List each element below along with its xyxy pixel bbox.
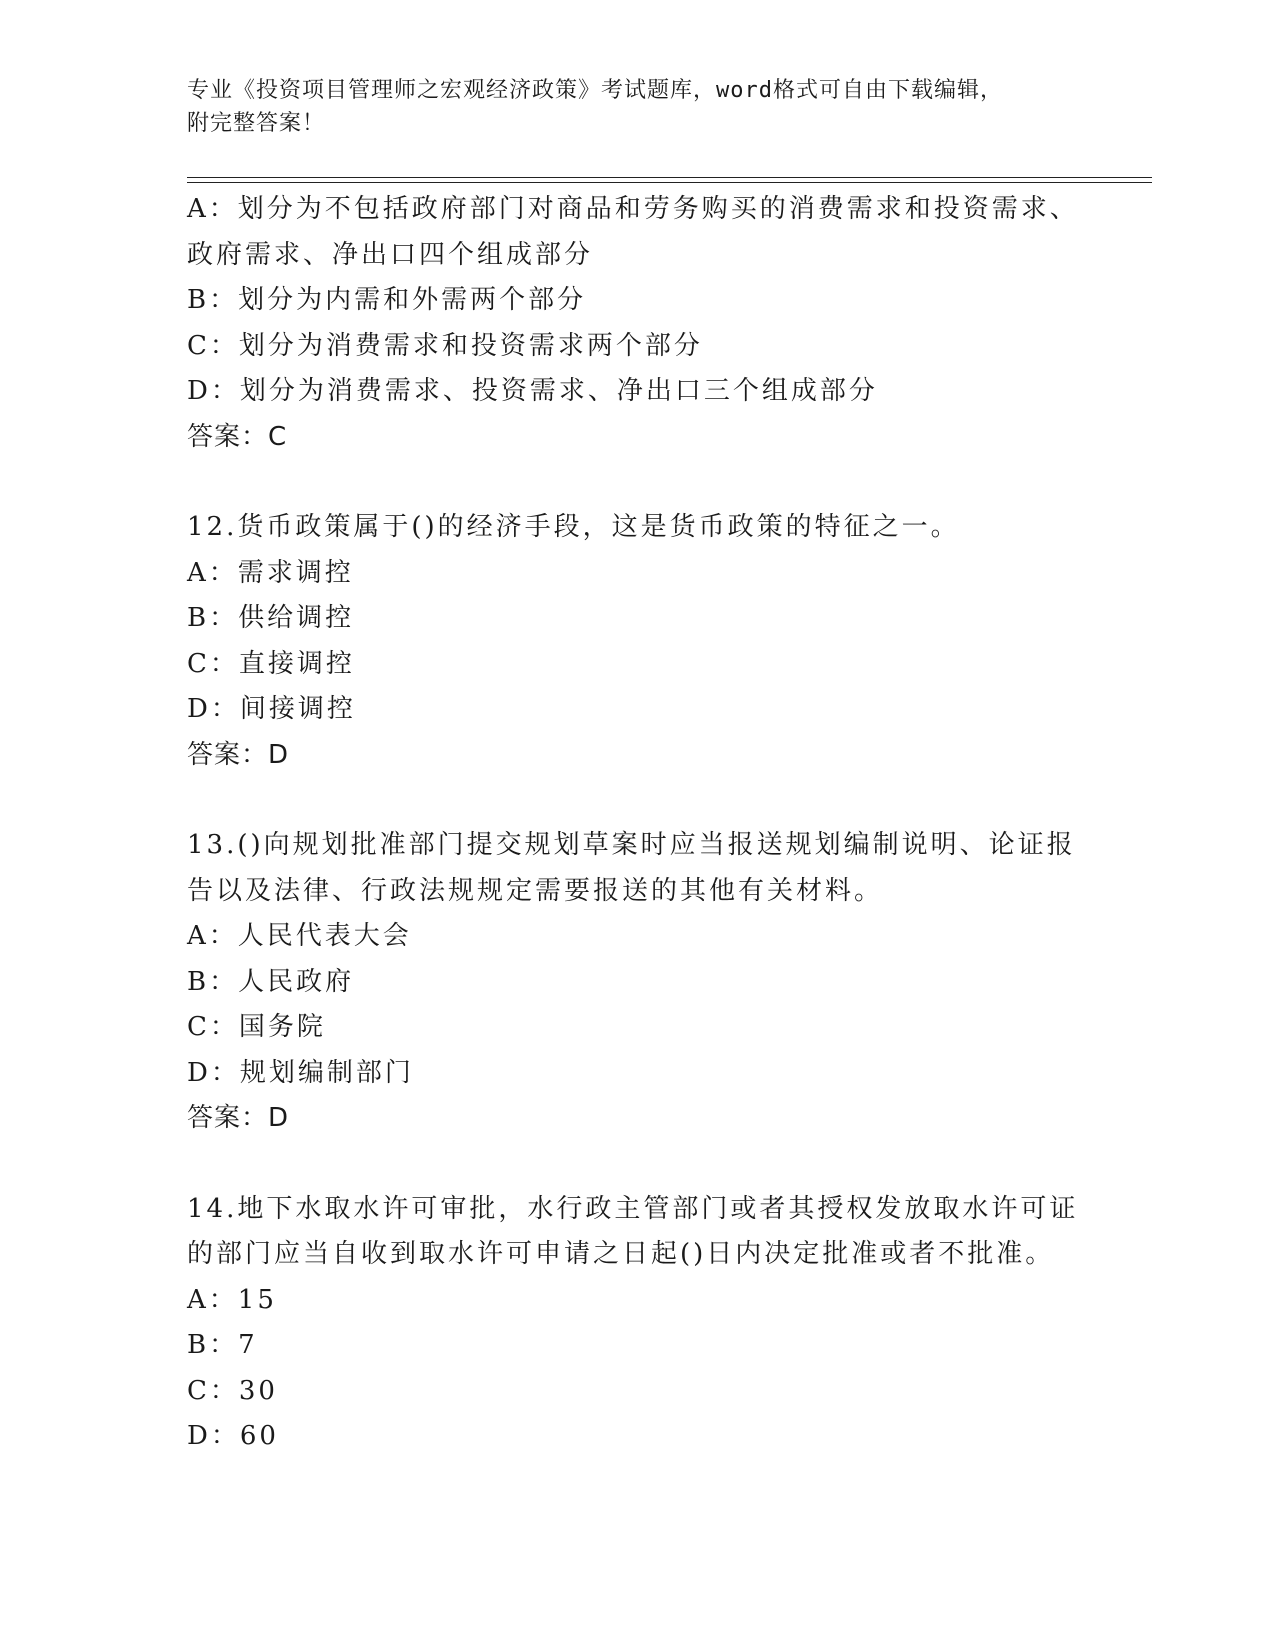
question-14 [187,1187,1087,1460]
option-b: B：人民政府 [187,966,355,997]
spacer [187,778,1087,823]
option-d: D：间接调控 [187,694,356,724]
question-text: 12.货币政策属于()的经济手段，这是货币政策的特征之一。 [187,512,960,542]
answer: 答案：C [187,421,288,452]
option-a: A：15 [187,1284,277,1315]
question-12 [187,505,1087,778]
answer: 答案：D [187,1103,290,1133]
question-text-line-2: 的部门应当自收到取水许可申请之日起()日内决定批准或者不批准。 [187,1239,1055,1269]
header-line-2: 附完整答案！ [187,111,326,136]
option-c: C：直接调控 [187,648,355,679]
option-d: D：规划编制部门 [187,1057,414,1088]
option-a: A：需求调控 [187,557,354,588]
option-a-line-1: A：划分为不包括政府部门对商品和劳务购买的消费需求和投资需求、 [187,194,1079,224]
answer: 答案：D [187,739,290,770]
question-text-line-1: 13.()向规划批准部门提交规划草案时应当报送规划编制说明、论证报 [187,830,1076,860]
option-a: A：人民代表大会 [187,921,412,951]
option-c: C：划分为消费需求和投资需求两个部分 [187,330,703,361]
option-b: B：划分为内需和外需两个部分 [187,285,587,315]
question-list [187,187,1087,1460]
header-divider-top [187,177,1152,178]
document-header [187,74,1067,140]
question-text-line-2: 告以及法律、行政法规规定需要报送的其他有关材料。 [187,875,884,906]
header-divider-bottom [187,182,1152,183]
option-a-line-2: 政府需求、净出口四个组成部分 [187,239,594,270]
option-d: D：60 [187,1421,279,1451]
option-c: C：国务院 [187,1012,326,1042]
question-text-line-1: 14.地下水取水许可审批，水行政主管部门或者其授权发放取水许可证 [187,1193,1079,1224]
header-line-1: 专业《投资项目管理师之宏观经济政策》考试题库，word格式可自由下载编辑， [187,78,1003,103]
option-b: B：供给调控 [187,603,355,633]
question-11 [187,187,1087,460]
question-13 [187,823,1087,1142]
option-d: D：划分为消费需求、投资需求、净出口三个组成部分 [187,376,878,406]
spacer [187,460,1087,505]
spacer [187,1142,1087,1187]
option-b: B：7 [187,1330,258,1360]
option-c: C：30 [187,1375,278,1406]
